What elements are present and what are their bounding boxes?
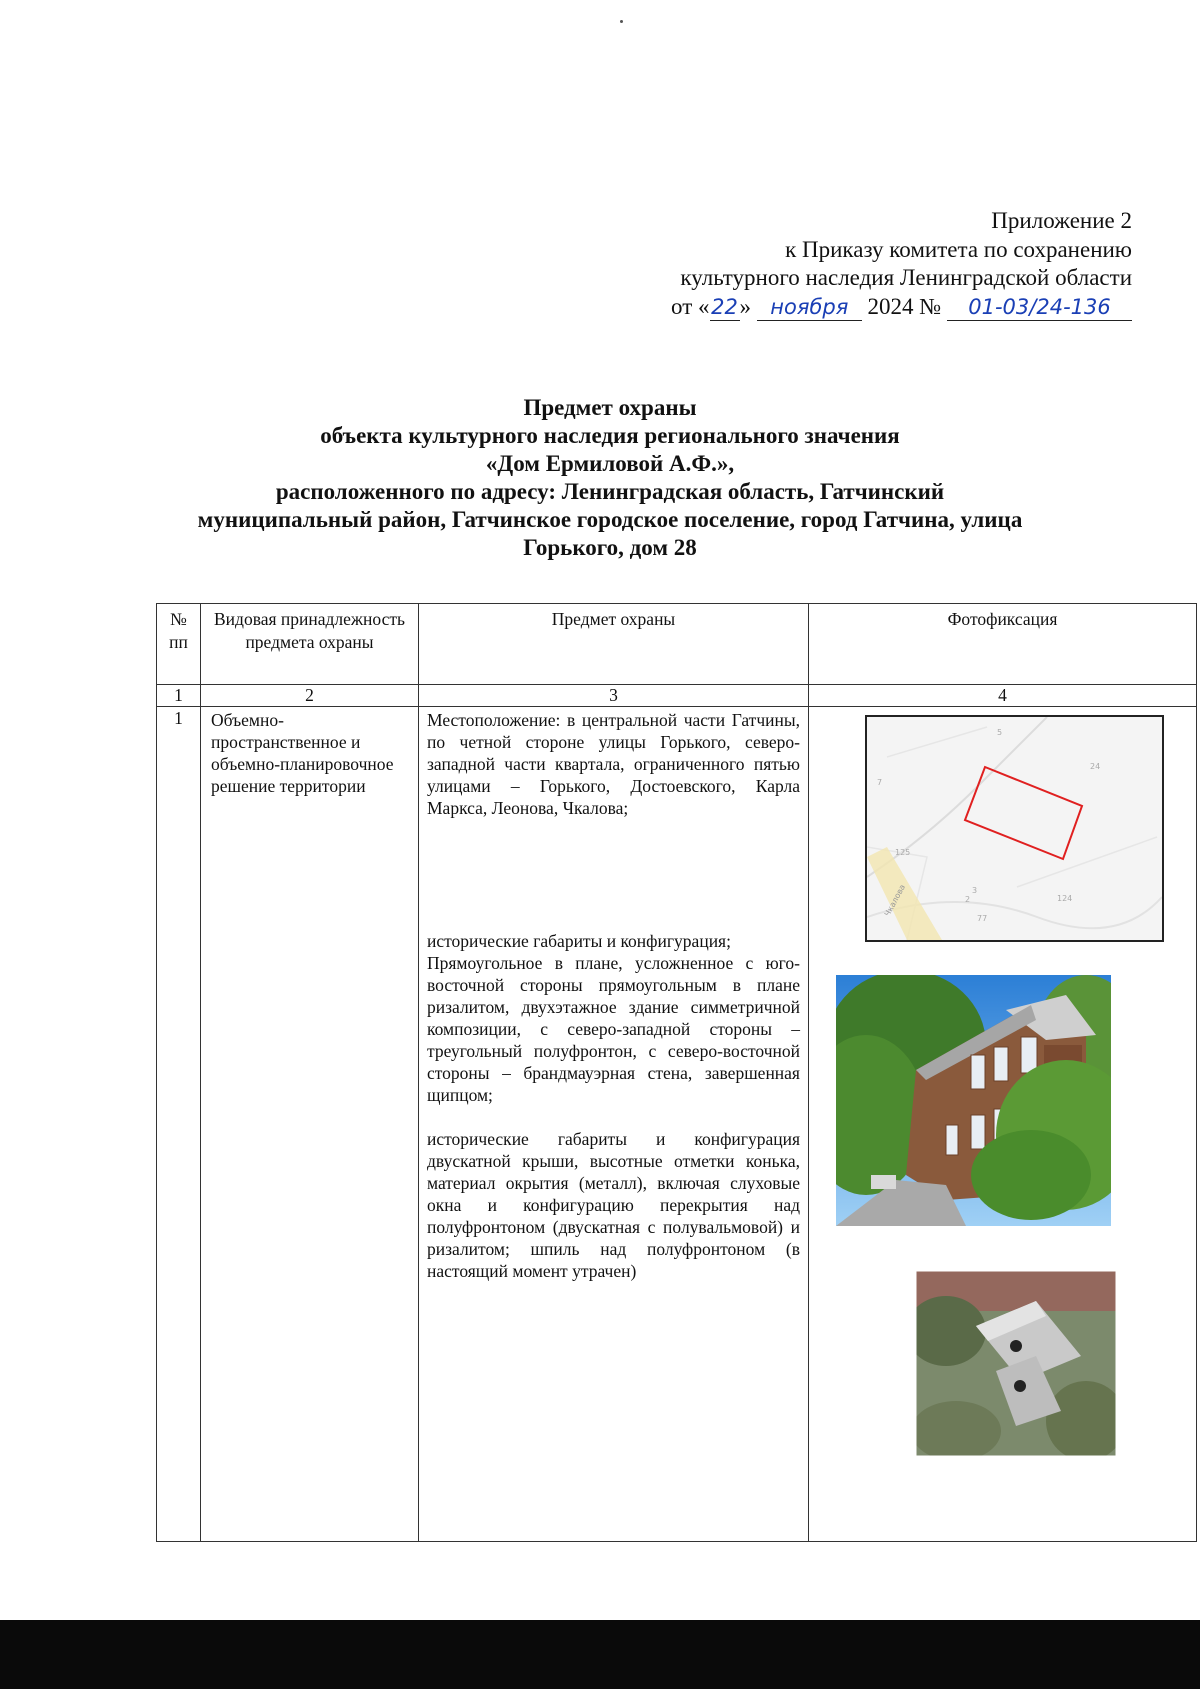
subject-dimensions: исторические габариты и конфигурация;: [427, 931, 731, 951]
date-month: ноября: [757, 294, 862, 321]
table-header-row: [157, 604, 1197, 685]
photo-column: [809, 707, 1196, 1537]
header-kind: Видовая принадлежность предмета охраны: [201, 604, 419, 685]
col-number-3: 3: [419, 685, 809, 707]
title-line-1: Предмет охраны: [523, 395, 697, 420]
appendix-header: [432, 207, 1132, 321]
order-number: 01-03/24-136: [947, 294, 1132, 321]
map-label: 5: [997, 728, 1003, 737]
header-subject: Предмет охраны: [419, 604, 809, 685]
map-label: 3: [972, 886, 978, 895]
scan-speck: [620, 20, 623, 23]
title-line-5: муниципальный район, Гатчинское городское поселение, город Гатчина, улица: [197, 507, 1023, 532]
scan-bottom-border: [0, 1620, 1200, 1689]
aerial-roof-photo: [916, 1271, 1116, 1456]
date-quote: »: [739, 293, 752, 319]
table-column-numbers: [157, 685, 1197, 707]
row-kind: Объемно-пространственное и объемно-планировочное решение территории: [211, 710, 394, 796]
date-day: 22: [711, 294, 738, 319]
row-number: 1: [157, 707, 201, 1542]
map-label: 2: [965, 895, 971, 904]
map-label: 124: [1057, 894, 1073, 903]
row-kind-cell: [201, 707, 419, 1542]
map-label: 7: [877, 778, 883, 787]
title-line-4: расположенного по адресу: Ленинградская область, Гатчинский: [275, 479, 945, 504]
map-street-label: Чкалова: [882, 882, 908, 918]
subject-location: Местоположение: в центральной части Гатчины, по четной стороне улицы Горького, северо-западной части квартала, ограниченного пятью улицами – Горького, Достоевского, Карла Маркса, Леонова, Чкалова;: [427, 710, 800, 818]
table-row: [157, 707, 1197, 1542]
header-number: № пп: [157, 604, 201, 685]
map-svg: [867, 717, 1162, 940]
col-number-2: 2: [201, 685, 419, 707]
col-number-4: 4: [809, 685, 1197, 707]
col-number-1: 1: [157, 685, 201, 707]
title-line-2: объекта культурного наследия регионального значения: [320, 423, 900, 448]
title-line-3: «Дом Ермиловой А.Ф.»,: [485, 451, 735, 476]
location-map: [865, 715, 1164, 942]
title-line-6: Горького, дом 28: [523, 535, 697, 560]
appendix-committee-line: культурного наследия Ленинградской области: [680, 265, 1132, 290]
subject-roof: исторические габариты и конфигурация двускатной крыши, высотные отметки конька, материал окрытия (металл), включая слуховые окна и конфигурацию перекрытия над полуфронтоном (двускатная с полувальмовой) и ризалитом; шпиль над полуфронтоном (в настоящий момент утрачен): [427, 1129, 800, 1281]
date-prefix: от «: [671, 293, 710, 319]
map-label: 125: [895, 848, 911, 857]
date-year-no: 2024 №: [867, 293, 942, 319]
protection-table: [156, 603, 1197, 1542]
map-label: 24: [1090, 762, 1101, 771]
subject-plan-description: Прямоугольное в плане, усложненное с юго-восточной стороны прямоугольным в плане ризалитом, двухэтажное здание симметричной композиции, с северо-западной стороны – треугольный полуфронтон, с северо-восточной стороны – брандмауэрная стена, завершенная щипцом;: [427, 953, 800, 1105]
building-photo: [836, 975, 1111, 1226]
map-label: 77: [977, 914, 988, 923]
header-photo: Фотофиксация: [809, 604, 1197, 685]
aerial-photo-svg: [916, 1271, 1116, 1456]
row-photo-cell: [809, 707, 1197, 1542]
building-photo-svg: [836, 975, 1111, 1226]
appendix-date-line: [432, 293, 1132, 322]
row-subject-cell: [419, 707, 809, 1542]
appendix-title: Приложение 2: [991, 208, 1132, 233]
document-title: [60, 394, 1160, 562]
appendix-order-line: к Приказу комитета по сохранению: [785, 236, 1132, 262]
